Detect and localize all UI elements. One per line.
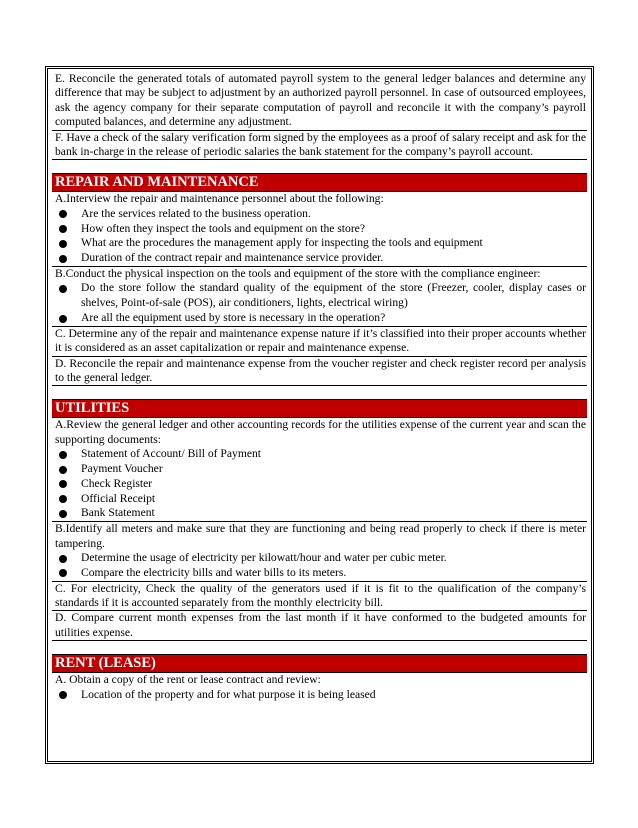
repair-a-list (55, 207, 586, 266)
utilities-b-list (55, 551, 586, 581)
list-item: Do the store follow the standard quality of the equipment of the store (Freezer, cooler, display cases or shelves, Point-of-sale (POS), air conditioners, lights, electrical wiring) (55, 281, 586, 311)
bullet-icon (59, 569, 67, 577)
list-item: Bank Statement (55, 506, 586, 521)
list-item: Compare the electricity bills and water bills to its meters. (55, 566, 586, 581)
repair-step-d: D. Reconcile the repair and maintenance expense from the voucher register and check register record per analysis to the general ledger. (52, 357, 587, 387)
repair-step-a-intro: A.Interview the repair and maintenance personnel about the following: (55, 192, 384, 206)
repair-b-list (55, 281, 586, 325)
repair-step-b (52, 267, 587, 327)
payroll-step-e: E. Reconcile the generated totals of automated payroll system to the general ledger balances and determine any difference that may be subject to adjustment by an authorized payroll personnel. In case of outsourced employees, ask the agency company for their separate computation of payroll and reconcile it with the company’s payroll computed balances, and determine any adjustment. (52, 72, 587, 131)
rent-step-a-intro: A. Obtain a copy of the rent or lease contract and review: (55, 673, 321, 687)
repair-step-b-intro: B.Conduct the physical inspection on the tools and equipment of the store with the compliance engineer: (55, 267, 541, 281)
list-item: Check Register (55, 477, 586, 492)
spacer-row (52, 641, 587, 655)
utilities-step-a (52, 418, 587, 522)
list-item: Payment Voucher (55, 462, 586, 477)
list-item: Are all the equipment used by store is necessary in the operation? (55, 311, 586, 326)
list-item: Location of the property and for what purpose it is being leased (55, 688, 586, 703)
bullet-icon (59, 466, 67, 474)
utilities-step-b (52, 522, 587, 581)
bullet-icon (59, 555, 67, 563)
section-heading-rent: RENT (LEASE) (52, 655, 587, 673)
utilities-step-b-intro: B.Identify all meters and make sure that they are functioning and being read properly to check if there is meter tampering. (55, 522, 586, 550)
bullet-icon (59, 240, 67, 248)
list-item: Statement of Account/ Bill of Payment (55, 447, 586, 462)
list-item: Duration of the contract repair and maintenance service provider. (55, 251, 586, 266)
repair-step-c: C. Determine any of the repair and maintenance expense nature if it’s classified into their proper accounts whether it is considered as an asset capitalization or repair and maintenance expense. (52, 327, 587, 357)
bullet-icon (59, 480, 67, 488)
utilities-step-a-intro: A.Review the general ledger and other accounting records for the utilities expense of the current year and scan the supporting documents: (55, 418, 586, 446)
section-heading-repair: REPAIR AND MAINTENANCE (52, 174, 587, 192)
spacer-row (52, 386, 587, 400)
bullet-icon (59, 315, 67, 323)
repair-step-a (52, 192, 587, 267)
bullet-icon (59, 255, 67, 263)
bullet-icon (59, 495, 67, 503)
rent-step-a (52, 673, 587, 702)
utilities-step-c: C. For electricity, Check the quality of the generators used if it is fit to the qualification of the company’s standards if it is accounted separately from the monthly electricity bill. (52, 582, 587, 612)
list-item: Are the services related to the business operation. (55, 207, 586, 222)
document-table (52, 72, 587, 702)
spacer-row (52, 160, 587, 174)
bullet-icon (59, 451, 67, 459)
bullet-icon (59, 210, 67, 218)
list-item: How often they inspect the tools and equipment on the store? (55, 222, 586, 237)
bullet-icon (59, 510, 67, 518)
utilities-a-list (55, 447, 586, 521)
bullet-icon (59, 225, 67, 233)
bullet-icon (59, 691, 67, 699)
rent-a-list (55, 688, 586, 703)
list-item: Official Receipt (55, 492, 586, 507)
payroll-step-f: F. Have a check of the salary verification form signed by the employees as a proof of salary receipt and ask for the bank in-charge in the release of periodic salaries the bank statement for the company’s payroll account. (52, 131, 587, 161)
bullet-icon (59, 285, 67, 293)
utilities-step-d: D. Compare current month expenses from the last month if it have conformed to the budgeted amounts for utilities expense. (52, 611, 587, 641)
list-item: What are the procedures the management apply for inspecting the tools and equipment (55, 236, 586, 251)
list-item: Determine the usage of electricity per kilowatt/hour and water per cubic meter. (55, 551, 586, 566)
section-heading-utilities: UTILITIES (52, 400, 587, 418)
